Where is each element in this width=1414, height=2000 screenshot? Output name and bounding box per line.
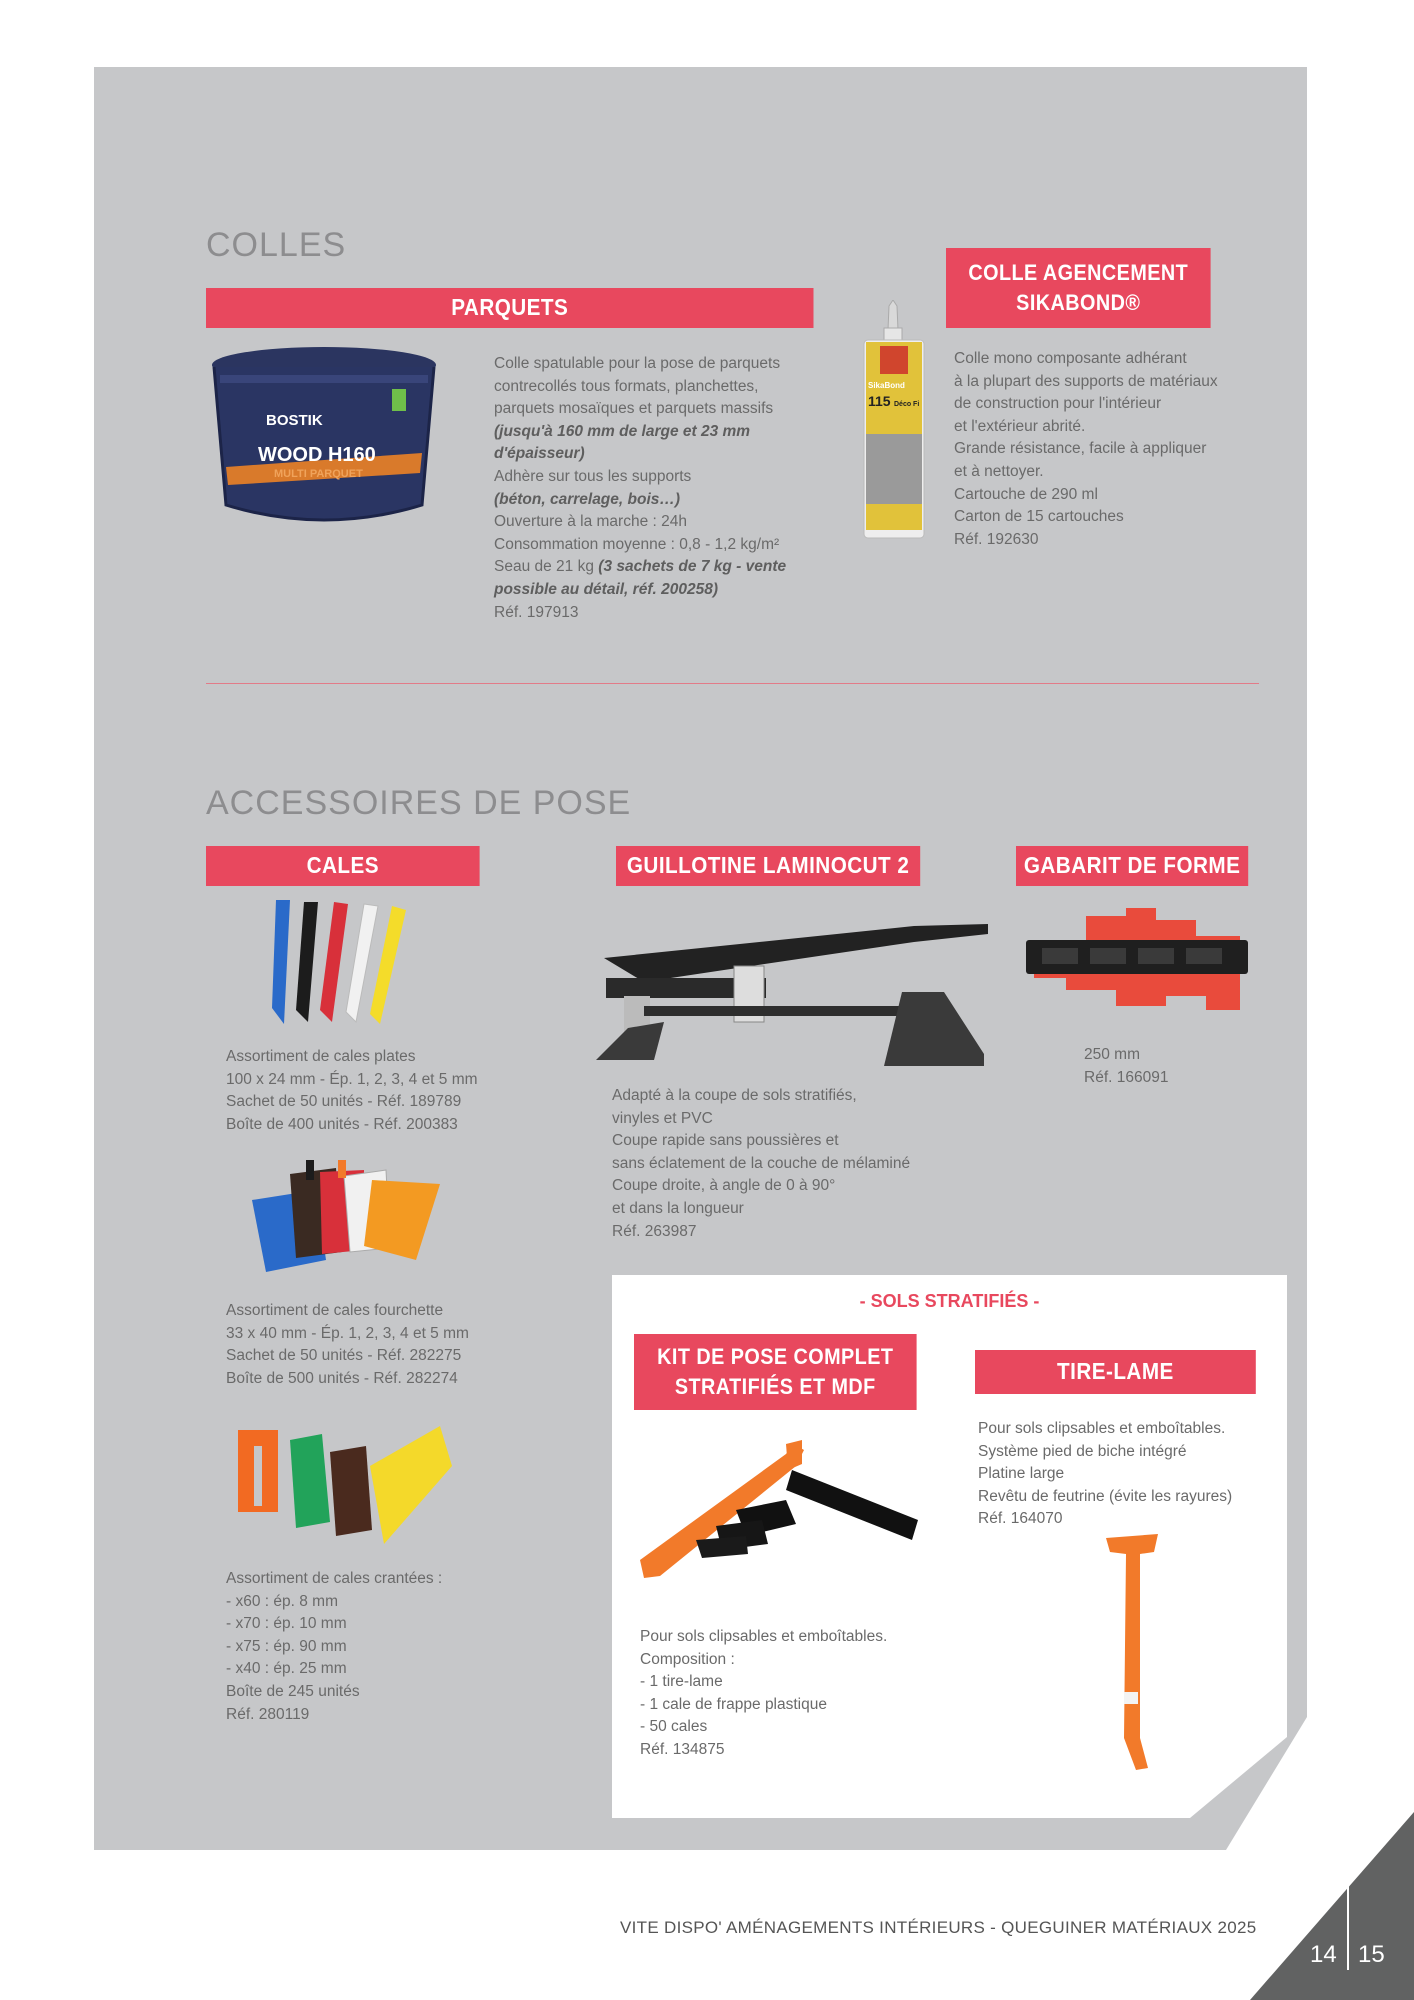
desc-line: 250 mm [1084, 1046, 1140, 1063]
sikabond-cartridge-image [860, 300, 930, 545]
desc-line: Réf. 192630 [954, 530, 1039, 548]
sika-sub-text: Déco Fi [894, 401, 920, 408]
desc-line: (béton, carrelage, bois…) [494, 490, 681, 508]
desc-line: Seau de 21 kg [494, 558, 594, 576]
desc-line-extra: (3 sachets de 7 kg - vente [598, 558, 787, 576]
desc-line: Boîte de 500 unités - Réf. 282274 [226, 1369, 458, 1387]
desc-line: possible au détail, réf. 200258) [494, 580, 718, 598]
desc-line: Assortiment de cales crantées : [226, 1570, 443, 1587]
desc-line: Adhère sur tous les supports [494, 467, 692, 485]
desc-line: - x70 : ép. 10 mm [226, 1615, 347, 1633]
desc-line: Réf. 263987 [612, 1222, 697, 1240]
desc-line: Composition : [640, 1650, 735, 1668]
desc-line: Sachet de 50 unités - Réf. 282275 [226, 1347, 462, 1365]
kit-pose-image [636, 1440, 918, 1580]
desc-line: Cartouche de 290 ml [954, 485, 1098, 503]
cales-plates-description [226, 1046, 478, 1136]
desc-line: Sachet de 50 unités - Réf. 189789 [226, 1093, 462, 1111]
page-separator-dot [1343, 1857, 1353, 1867]
page-separator [1347, 1862, 1349, 1970]
desc-line: Carton de 15 cartouches [954, 508, 1124, 526]
section-divider [206, 683, 1259, 684]
footer-text: VITE DISPO' AMÉNAGEMENTS INTÉRIEURS - QUEGUINER MATÉRIAUX 2025 [620, 1918, 1257, 1937]
banner-kit-line2: STRATIFIÉS ET MDF [674, 1374, 876, 1399]
desc-line: Ouverture à la marche : 24h [494, 513, 687, 531]
desc-line: Coupe droite, à angle de 0 à 90° [612, 1177, 836, 1195]
banner-cales [206, 846, 480, 886]
banner-gabarit [1016, 846, 1248, 886]
gabarit-image [1026, 906, 1250, 1014]
desc-line: et l'extérieur abrité. [954, 417, 1086, 435]
guillotine-image [584, 918, 990, 1068]
desc-line: et dans la longueur [612, 1199, 744, 1217]
bostik-product-name: WOOD H160 [258, 444, 376, 466]
desc-line: - x75 : ép. 90 mm [226, 1637, 347, 1655]
desc-line: Boîte de 245 unités [226, 1682, 360, 1700]
desc-line: Adapté à la coupe de sols stratifiés, [612, 1087, 857, 1104]
desc-line: - x60 : ép. 8 mm [226, 1592, 338, 1610]
desc-line: Pour sols clipsables et emboîtables. [978, 1420, 1226, 1437]
desc-line: Grande résistance, facile à appliquer [954, 440, 1207, 458]
cales-crantees-description [226, 1568, 442, 1726]
desc-line: Colle mono composante adhérant [954, 350, 1187, 367]
desc-line: et à nettoyer. [954, 462, 1044, 480]
desc-line: de construction pour l'intérieur [954, 395, 1162, 413]
gabarit-description [1084, 1044, 1168, 1089]
desc-line: 33 x 40 mm - Ép. 1, 2, 3, 4 et 5 mm [226, 1324, 469, 1342]
page-number-right: 15 [1358, 1941, 1385, 1968]
guillotine-description [612, 1085, 910, 1243]
desc-line: Boîte de 400 unités - Réf. 200383 [226, 1115, 458, 1133]
desc-line: - 50 cales [640, 1718, 708, 1736]
desc-line: vinyles et PVC [612, 1109, 713, 1127]
cales-plates-image [262, 898, 442, 1028]
desc-line: - 1 cale de frappe plastique [640, 1695, 827, 1713]
desc-line: Réf. 197913 [494, 603, 579, 621]
desc-line: Réf. 166091 [1084, 1068, 1169, 1086]
bostik-bucket-image [206, 345, 442, 535]
desc-line: contrecollés tous formats, planchettes, [494, 377, 759, 395]
bostik-brand-text: BOSTIK [266, 412, 323, 429]
desc-line: Réf. 134875 [640, 1740, 725, 1758]
desc-line: Assortiment de cales plates [226, 1048, 416, 1065]
desc-line: Système pied de biche intégré [978, 1442, 1187, 1460]
desc-line: à la plupart des supports de matériaux [954, 372, 1218, 390]
section-title-accessoires: ACCESSOIRES DE POSE [206, 784, 632, 822]
banner-guillotine-label: GUILLOTINE LAMINOCUT 2 [626, 852, 910, 879]
desc-line: Consommation moyenne : 0,8 - 1,2 kg/m² [494, 535, 780, 553]
sols-stratifies-label: - SOLS STRATIFIÉS - [859, 1291, 1040, 1311]
tire-lame-image [1100, 1532, 1164, 1772]
desc-line: 100 x 24 mm - Ép. 1, 2, 3, 4 et 5 mm [226, 1070, 478, 1088]
desc-line: (jusqu'à 160 mm de large et 23 mm [494, 422, 751, 440]
banner-kit-line1: KIT DE POSE COMPLET [657, 1344, 894, 1370]
sikabond-description [954, 348, 1218, 551]
section-title-colles: COLLES [206, 226, 347, 264]
banner-sikabond-line2: SIKABOND® [1016, 290, 1141, 315]
banner-parquets [206, 288, 814, 328]
desc-line: parquets mosaïques et parquets massifs [494, 400, 774, 418]
page-number-left: 14 [1310, 1941, 1337, 1968]
desc-line: - x40 : ép. 25 mm [226, 1660, 347, 1678]
tire-lame-description [978, 1418, 1232, 1531]
desc-line: Revêtu de feutrine (évite les rayures) [978, 1487, 1233, 1505]
banner-tire-lame [975, 1350, 1256, 1394]
desc-line: Réf. 280119 [226, 1705, 310, 1723]
page-corner [1250, 1812, 1414, 2000]
parquets-description [494, 353, 786, 624]
cales-fourchette-image [246, 1160, 446, 1280]
desc-line: sans éclatement de la couche de mélaminé [612, 1154, 911, 1172]
banner-sikabond [946, 248, 1211, 328]
banner-parquets-label: PARQUETS [451, 294, 569, 321]
banner-guillotine [616, 846, 920, 886]
desc-line: Pour sols clipsables et emboîtables. [640, 1628, 888, 1645]
bostik-product-sub: MULTI PARQUET [274, 468, 363, 480]
banner-cales-label: CALES [306, 852, 379, 879]
cales-fourchette-description [226, 1300, 469, 1390]
cales-crantees-image [234, 1426, 454, 1556]
desc-line: - 1 tire-lame [640, 1673, 723, 1691]
banner-gabarit-label: GABARIT DE FORME [1023, 852, 1241, 879]
kit-pose-description [640, 1626, 887, 1762]
desc-line: Assortiment de cales fourchette [226, 1302, 444, 1319]
desc-line: Platine large [978, 1465, 1065, 1483]
banner-tire-lame-label: TIRE-LAME [1057, 1358, 1174, 1385]
desc-line: Réf. 164070 [978, 1510, 1063, 1528]
banner-kit-pose [634, 1334, 917, 1410]
sika-brand-text: SikaBond [868, 381, 905, 390]
desc-line: Colle spatulable pour la pose de parquets [494, 355, 781, 372]
desc-line: d'épaisseur) [494, 445, 585, 463]
desc-line: Coupe rapide sans poussières et [612, 1132, 839, 1150]
banner-sikabond-line1: COLLE AGENCEMENT [968, 260, 1189, 286]
sika-code-text: 115 [868, 393, 891, 409]
